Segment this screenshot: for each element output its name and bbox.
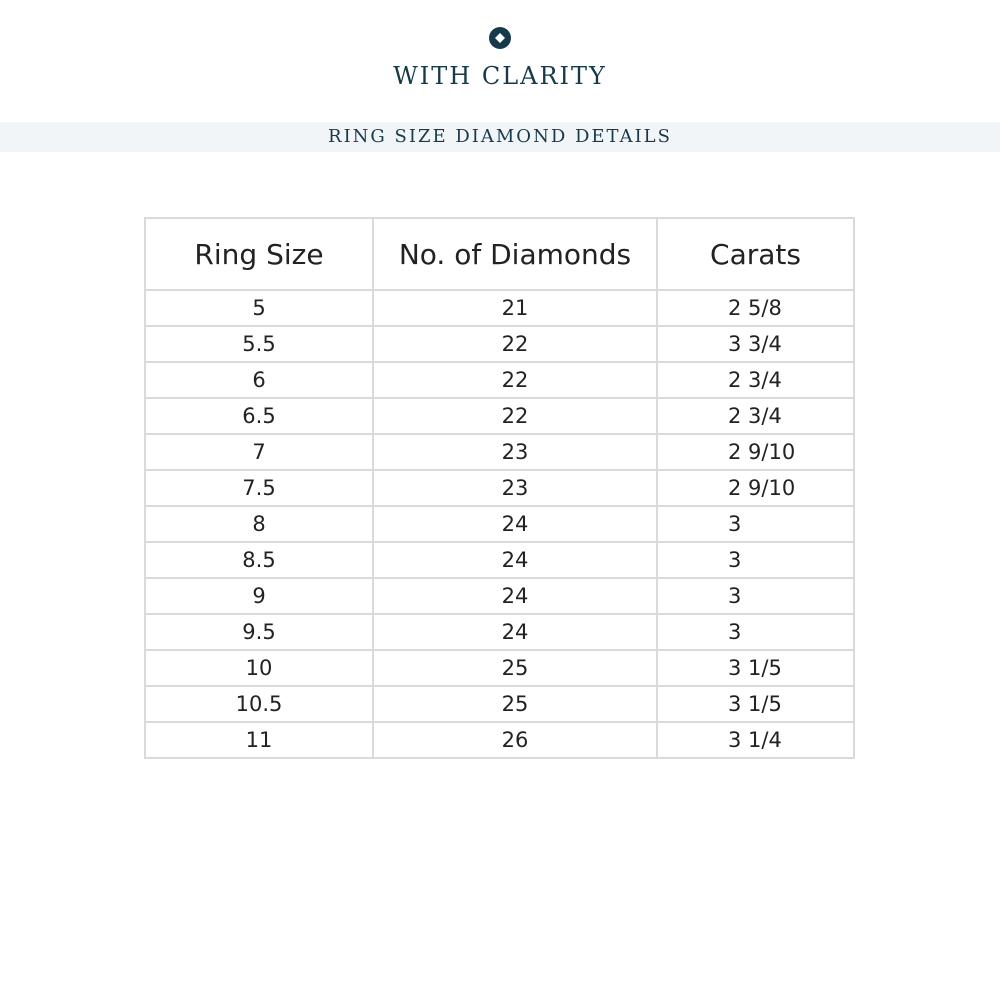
diamond-count-cell: 21 <box>373 290 657 326</box>
table-row <box>145 434 854 470</box>
ring-size-cell: 5.5 <box>145 326 373 362</box>
diamond-count-cell: 24 <box>373 506 657 542</box>
carats-cell: 2 9/10 <box>657 434 854 470</box>
ring-size-cell: 9 <box>145 578 373 614</box>
column-header-carats: Carats <box>657 218 854 290</box>
ring-size-cell: 7.5 <box>145 470 373 506</box>
table-body <box>145 290 854 758</box>
carats-cell: 2 3/4 <box>657 398 854 434</box>
table-row <box>145 362 854 398</box>
table-row <box>145 290 854 326</box>
ring-size-cell: 9.5 <box>145 614 373 650</box>
diamond-circle-icon <box>488 26 512 50</box>
table-row <box>145 542 854 578</box>
diamond-count-cell: 23 <box>373 434 657 470</box>
diamond-count-cell: 24 <box>373 614 657 650</box>
table-row <box>145 470 854 506</box>
brand-name: WITH CLARITY <box>393 62 607 90</box>
carats-cell: 3 <box>657 542 854 578</box>
column-header-no-of-diamonds: No. of Diamonds <box>373 218 657 290</box>
carats-cell: 3 1/5 <box>657 686 854 722</box>
carats-cell: 3 3/4 <box>657 326 854 362</box>
carats-cell: 2 3/4 <box>657 362 854 398</box>
carats-cell: 3 <box>657 506 854 542</box>
diamond-count-cell: 22 <box>373 398 657 434</box>
ring-size-cell: 10.5 <box>145 686 373 722</box>
table-row <box>145 506 854 542</box>
ring-size-cell: 11 <box>145 722 373 758</box>
ring-size-table <box>144 217 855 759</box>
table-header-row <box>145 218 854 290</box>
ring-size-cell: 10 <box>145 650 373 686</box>
ring-size-cell: 7 <box>145 434 373 470</box>
ring-size-cell: 8 <box>145 506 373 542</box>
carats-cell: 2 9/10 <box>657 470 854 506</box>
diamond-count-cell: 26 <box>373 722 657 758</box>
diamond-count-cell: 22 <box>373 326 657 362</box>
column-header-ring-size: Ring Size <box>145 218 373 290</box>
diamond-count-cell: 25 <box>373 650 657 686</box>
diamond-count-cell: 23 <box>373 470 657 506</box>
table-row <box>145 686 854 722</box>
diamond-count-cell: 22 <box>373 362 657 398</box>
carats-cell: 3 <box>657 614 854 650</box>
ring-size-table-container <box>144 217 855 759</box>
diamond-count-cell: 25 <box>373 686 657 722</box>
carats-cell: 3 1/4 <box>657 722 854 758</box>
ring-size-cell: 8.5 <box>145 542 373 578</box>
table-row <box>145 578 854 614</box>
logo <box>0 26 1000 54</box>
page-title: RING SIZE DIAMOND DETAILS <box>0 122 1000 152</box>
carats-cell: 3 <box>657 578 854 614</box>
ring-size-cell: 6.5 <box>145 398 373 434</box>
ring-size-cell: 6 <box>145 362 373 398</box>
table-row <box>145 614 854 650</box>
table-row <box>145 398 854 434</box>
carats-cell: 3 1/5 <box>657 650 854 686</box>
diamond-count-cell: 24 <box>373 578 657 614</box>
table-row <box>145 722 854 758</box>
table-row <box>145 326 854 362</box>
ring-size-cell: 5 <box>145 290 373 326</box>
diamond-count-cell: 24 <box>373 542 657 578</box>
carats-cell: 2 5/8 <box>657 290 854 326</box>
table-row <box>145 650 854 686</box>
